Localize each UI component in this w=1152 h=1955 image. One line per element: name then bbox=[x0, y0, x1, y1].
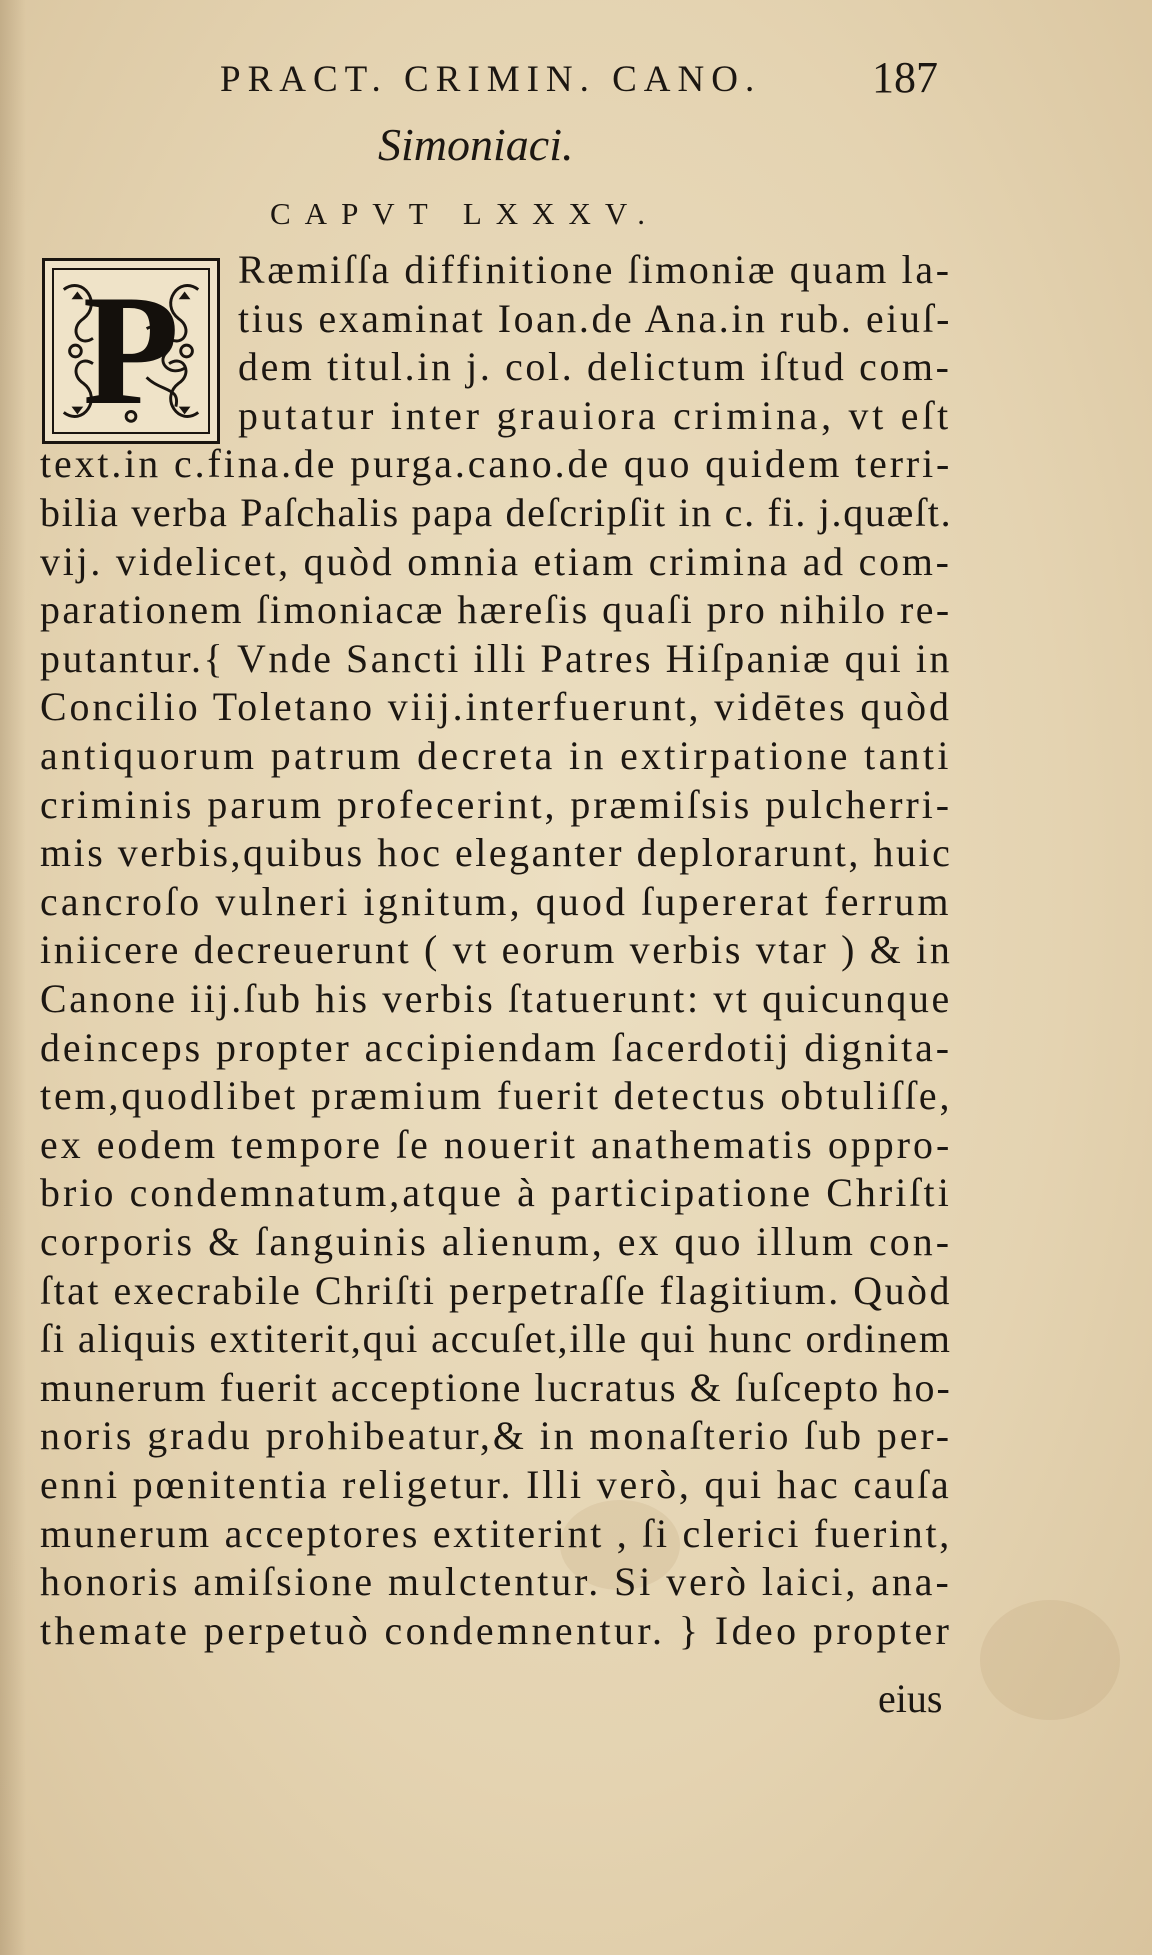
text-line: antiquorum patrum decreta in extirpatione tanti bbox=[40, 733, 952, 778]
text-line: tem,quodlibet præmium fuerit detectus obtuliſſe, bbox=[40, 1073, 953, 1119]
text-line: putatur inter grauiora crimina, vt eſt bbox=[238, 392, 952, 438]
paper-stain bbox=[980, 1600, 1120, 1720]
initial-frame bbox=[52, 268, 210, 434]
text-line: honoris amiſsione mulctentur. Si verò laici, ana- bbox=[40, 1559, 952, 1605]
section-title: Simoniaci. bbox=[378, 119, 574, 170]
text-line: munerum fuerit acceptione lucratus & ſuſcepto ho- bbox=[40, 1364, 952, 1410]
page-number: 187 bbox=[872, 53, 938, 102]
text-line: parationem ſimoniacæ hæreſis quaſi pro nihilo re- bbox=[40, 587, 952, 633]
text-line: themate perpetuò condemnentur. } Ideo propter bbox=[40, 1607, 953, 1653]
running-head: PRACT. CRIMIN. CANO. bbox=[220, 59, 762, 100]
text-line: iniicere decreuerunt ( vt eorum verbis vtar ) & in bbox=[40, 927, 953, 973]
text-line: ex eodem tempore ſe nouerit anathematis oppro- bbox=[40, 1121, 953, 1167]
text-line: text.in c.fina.de purga.cano.de quo quidem terri- bbox=[40, 441, 953, 487]
text-line: Concilio Toletano viij.interfuerunt, vidētes quòd bbox=[40, 684, 952, 730]
text-line: enni pœnitentia religetur. Illi verò, qui hac cauſa bbox=[40, 1462, 952, 1507]
decorated-initial bbox=[42, 258, 220, 444]
text-line: tius examinat Ioan.de Ana.in rub. eiuſ- bbox=[238, 295, 952, 341]
catchword: eius bbox=[878, 1676, 943, 1721]
text-line: deinceps propter accipiendam ſacerdotij dignita- bbox=[40, 1024, 952, 1070]
text-line: corporis & ſanguinis alienum, ex quo illum con- bbox=[40, 1219, 953, 1264]
text-line: brio condemnatum,atque à participatione Chriſti bbox=[40, 1170, 952, 1216]
text-line: bilia verba Paſchalis papa deſcripſit in c. fi. j.quæſt. bbox=[40, 490, 953, 535]
chapter-heading: CAPVT LXXXV. bbox=[270, 196, 660, 231]
initial-letter: P bbox=[82, 268, 180, 434]
text-line: putantur.{ Vnde Sancti illi Patres Hiſpaniæ qui in bbox=[40, 635, 952, 681]
text-line: Canone iij.ſub his verbis ſtatuerunt: vt quicunque bbox=[40, 976, 952, 1021]
text-line: Ræmiſſa diffinitione ſimoniæ quam la- bbox=[238, 247, 952, 292]
text-line: vij. videlicet, quòd omnia etiam crimina ad com- bbox=[40, 538, 952, 584]
text-line: munerum acceptores extiterint , ſi clerici fuerint, bbox=[40, 1510, 952, 1556]
text-line: criminis parum profecerint, præmiſsis pulcherri- bbox=[40, 781, 952, 827]
text-line: cancroſo vulneri ignitum, quod ſupererat ferrum bbox=[40, 878, 952, 924]
text-line: ſtat execrabile Chriſti perpetraſſe flagitium. Quòd bbox=[40, 1267, 952, 1313]
text-line: ſi aliquis extiterit,qui accuſet,ille qui hunc ordinem bbox=[40, 1316, 952, 1362]
text-line: noris gradu prohibeatur,& in monaſterio ſub per- bbox=[40, 1413, 952, 1459]
text-line: mis verbis,quibus hoc eleganter deplorarunt, huic bbox=[40, 830, 953, 876]
text-line: dem titul.in j. col. delictum iſtud com- bbox=[238, 344, 952, 390]
